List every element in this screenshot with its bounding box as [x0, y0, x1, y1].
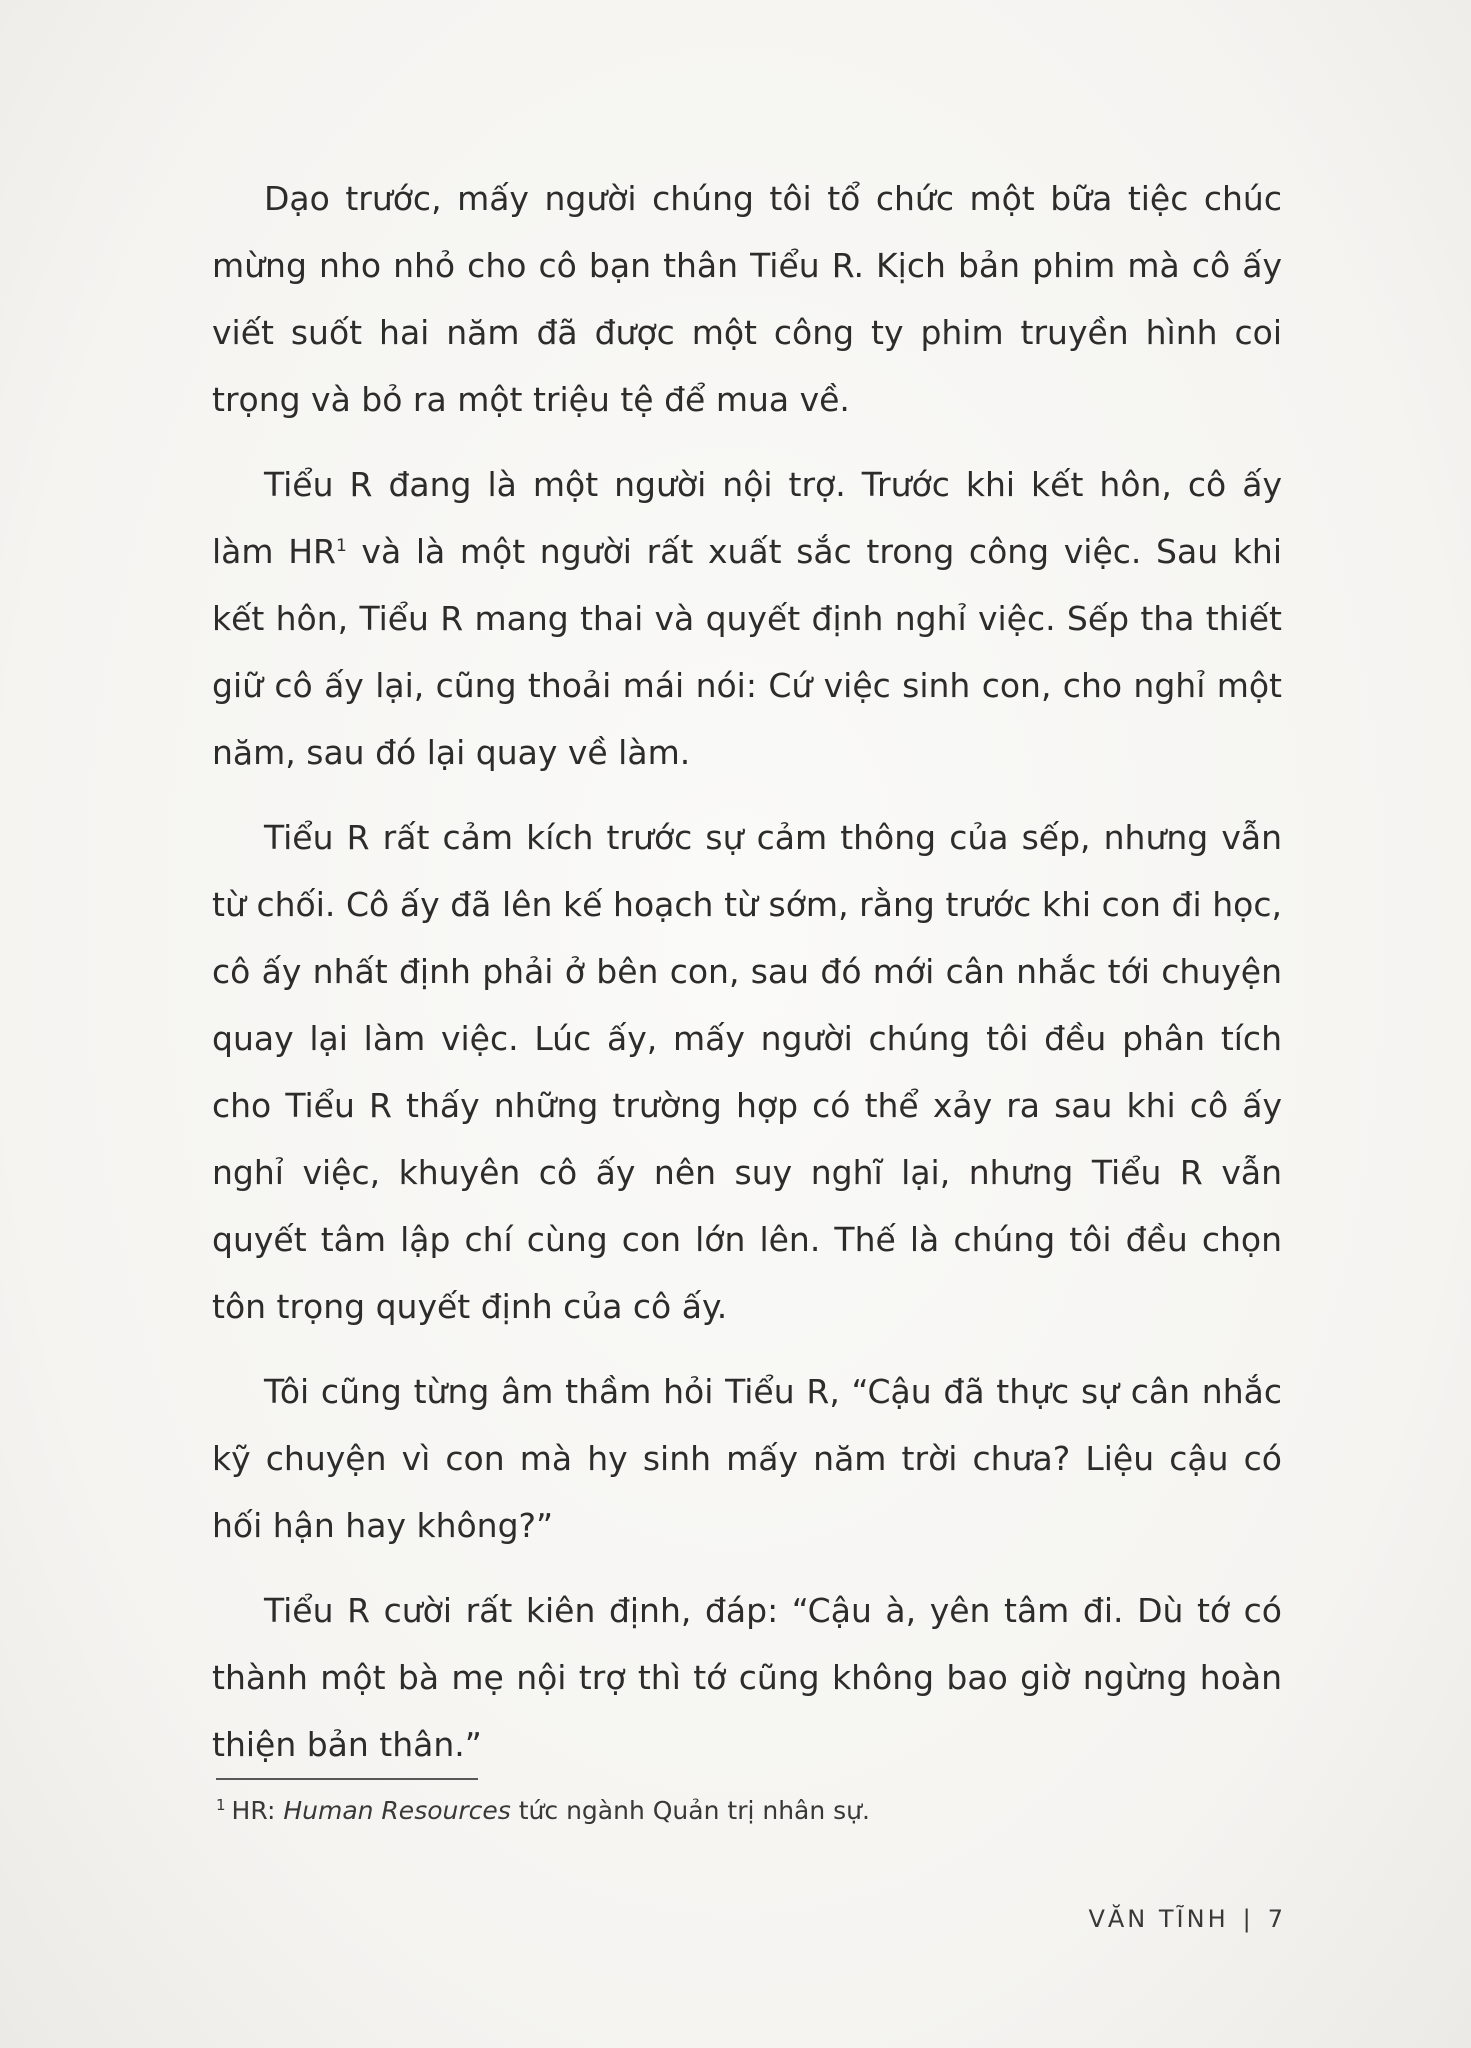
running-footer: [1088, 1905, 1286, 1933]
footnote: [216, 1793, 1276, 1829]
paragraph-2-text-after-ref: và là một người rất xuất sắc trong công việc. Sau khi kết hôn, Tiểu R mang thai và quyết định nghỉ việc. Sếp tha thiết giữ cô ấy lại, cũng thoải mái nói: Cứ việc sinh con, cho nghỉ một năm, sau đó lại quay về làm.: [212, 532, 1282, 772]
footnote-italic-term: Human Resources: [283, 1796, 511, 1825]
book-title: VĂN TĨNH: [1088, 1905, 1229, 1933]
paragraph-2-text-before-ref: Tiểu R đang là một người nội trợ. Trước khi kết hôn, cô ấy làm HR: [212, 465, 1282, 571]
footnote-mark: 1: [216, 1795, 226, 1814]
footnote-reference: 1: [335, 536, 347, 556]
page-number: 7: [1267, 1905, 1286, 1933]
body-text: [212, 165, 1282, 1778]
footnote-explanation: tức ngành Quản trị nhân sự.: [510, 1796, 870, 1825]
footnote-divider: [216, 1778, 478, 1780]
footer-separator: |: [1242, 1905, 1254, 1933]
paragraph-5: Tiểu R cười rất kiên định, đáp: “Cậu à, yên tâm đi. Dù tớ có thành một bà mẹ nội trợ thì tớ cũng không bao giờ ngừng hoàn thiện bản thân.”: [212, 1591, 1282, 1764]
footnote-term: HR:: [231, 1796, 284, 1825]
paragraph-1: Dạo trước, mấy người chúng tôi tổ chức một bữa tiệc chúc mừng nho nhỏ cho cô bạn thân Tiểu R. Kịch bản phim mà cô ấy viết suốt hai năm đã được một công ty phim truyền hình coi trọng và bỏ ra một triệu tệ để mua về.: [212, 179, 1282, 419]
paragraph-3: Tiểu R rất cảm kích trước sự cảm thông của sếp, nhưng vẫn từ chối. Cô ấy đã lên kế hoạch từ sớm, rằng trước khi con đi học, cô ấy nhất định phải ở bên con, sau đó mới cân nhắc tới chuyện quay lại làm việc. Lúc ấy, mấy người chúng tôi đều phân tích cho Tiểu R thấy những trường hợp có thể xảy ra sau khi cô ấy nghỉ việc, khuyên cô ấy nên suy nghĩ lại, nhưng Tiểu R vẫn quyết tâm lập chí cùng con lớn lên. Thế là chúng tôi đều chọn tôn trọng quyết định của cô ấy.: [212, 818, 1282, 1326]
paragraph-2: [212, 451, 1282, 786]
paragraph-4: Tôi cũng từng âm thầm hỏi Tiểu R, “Cậu đã thực sự cân nhắc kỹ chuyện vì con mà hy sinh mấy năm trời chưa? Liệu cậu có hối hận hay không?”: [212, 1372, 1282, 1545]
